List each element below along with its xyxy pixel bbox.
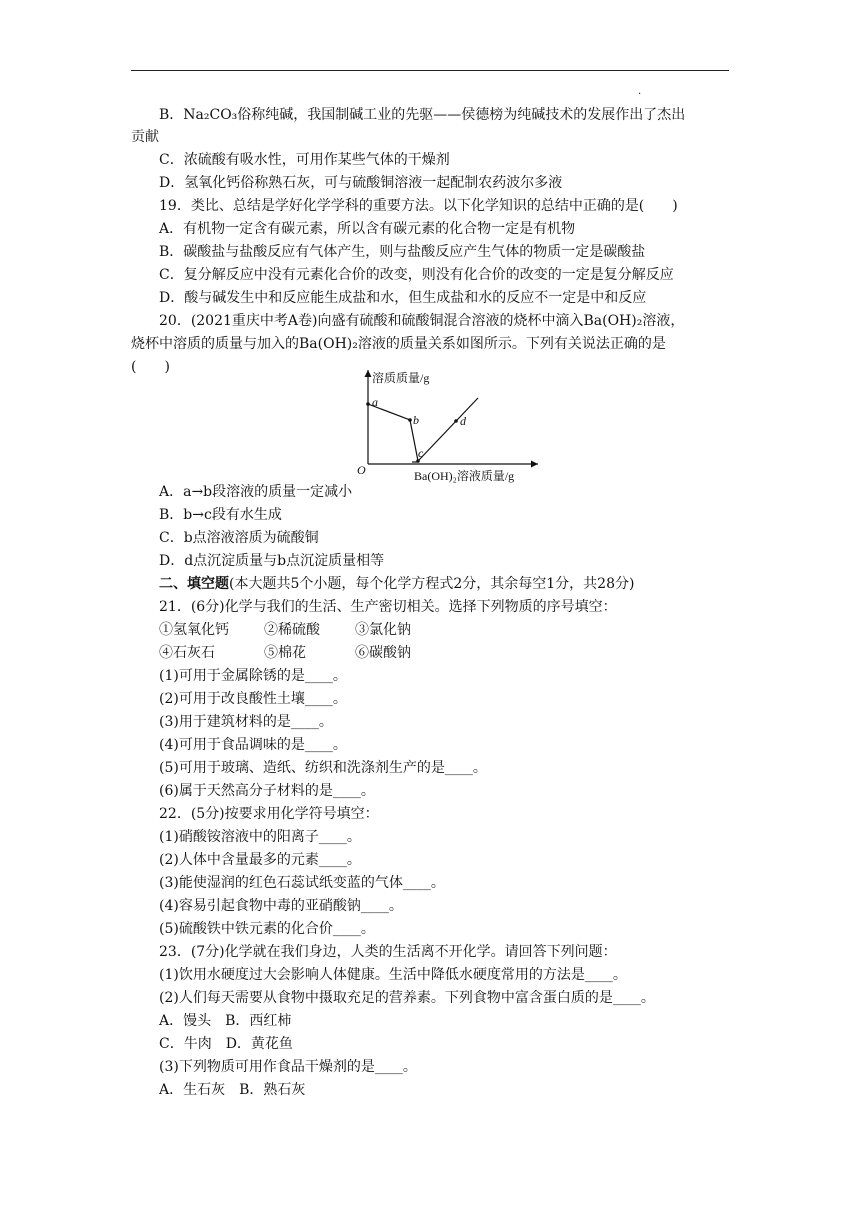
q20-stem-line3: ( ): [131, 359, 170, 375]
q22-item-2: (2)人体中含量最多的元素____。: [159, 852, 361, 868]
q22-item-4: (4)容易引起食物中毒的亚硝酸钠____。: [159, 898, 403, 914]
point-a-label: a: [372, 395, 378, 409]
q23-part-2-options-1: A．馒头 B．西红柿: [159, 1013, 292, 1029]
q18-option-b-line1: B．Na₂CO₃俗称纯碱，我国制碱工业的先驱——侯德榜为纯碱技术的发展作出了杰出: [159, 107, 686, 123]
q21-item-4: (4)可用于食品调味的是____。: [159, 737, 347, 753]
q21-option-5: ⑤棉花: [264, 645, 306, 661]
q19-option-c: C．复分解反应中没有元素化合价的改变，则没有化合价的改变的一定是复分解反应: [159, 267, 674, 283]
q21-options-row2: [159, 642, 411, 664]
q21-item-5: (5)可用于玻璃、造纸、纺织和洗涤剂生产的是____。: [159, 760, 487, 776]
curve-a-b-c: [368, 404, 418, 461]
q20-stem-line2: 烧杯中溶质的质量与加入的Ba(OH)₂溶液的质量关系如图所示。下列有关说法正确的是: [131, 336, 666, 352]
q18-option-b-line2: 贡献: [131, 129, 159, 145]
q22-item-1: (1)硝酸铵溶液中的阳离子____。: [159, 829, 361, 845]
q18-option-d: D．氢氧化钙俗称熟石灰，可与硫酸铜溶液一起配制农药波尔多液: [159, 175, 563, 191]
x-axis-label: Ba(OH)₂溶液质量/g: [414, 469, 515, 483]
q22-stem: 22．(5分)按要求用化学符号填空：: [159, 806, 379, 822]
q21-options-row1: [159, 619, 411, 641]
header-dot: .: [638, 86, 642, 97]
q21-option-1: ①氢氧化钙: [159, 622, 229, 638]
q20-option-d: D．d点沉淀质量与b点沉淀质量相等: [159, 553, 385, 569]
q22-item-3: (3)能使湿润的红色石蕊试纸变蓝的气体____。: [159, 875, 445, 891]
point-b-label: b: [413, 413, 419, 427]
section2-heading: [159, 573, 634, 595]
q19-option-a: A．有机物一定含有碳元素，所以含有碳元素的化合物一定是有机物: [159, 221, 576, 237]
q21-option-2: ②稀硫酸: [264, 622, 320, 638]
header-rule: [131, 70, 729, 71]
q23-part-2-options-2: C．牛肉 D．黄花鱼: [159, 1036, 293, 1052]
q20-stem-line1: 20．(2021重庆中考A卷)向盛有硫酸和硫酸铜混合溶液的烧杯中滴入Ba(OH)₂溶液，: [159, 313, 685, 329]
q23-part-3-options-1: A．生石灰 B．熟石灰: [159, 1082, 306, 1098]
q20-option-c: C．b点溶液溶质为硫酸铜: [159, 530, 319, 546]
q19-option-b: B．碳酸盐与盐酸反应有气体产生，则与盐酸反应产生气体的物质一定是碳酸盐: [159, 244, 646, 260]
q21-option-6: ⑥碳酸钠: [355, 645, 411, 661]
q23-part-3: (3)下列物质可用作食品干燥剂的是____。: [159, 1059, 417, 1075]
point-d: [454, 419, 458, 423]
q22-item-5: (5)硫酸铁中铁元素的化合价____。: [159, 921, 375, 937]
q21-stem: 21．(6分)化学与我们的生活、生产密切相关。选择下列物质的序号填空：: [159, 599, 617, 615]
q21-item-3: (3)用于建筑材料的是____。: [159, 714, 333, 730]
point-a: [366, 402, 370, 406]
point-b: [408, 418, 412, 422]
q23-part-2: (2)人们每天需要从食物中摄取充足的营养素。下列食物中富含蛋白质的是____。: [159, 990, 655, 1006]
q19-option-d: D．酸与碱发生中和反应能生成盐和水，但生成盐和水的反应不一定是中和反应: [159, 290, 647, 306]
q19-stem: 19．类比、总结是学好化学学科的重要方法。以下化学知识的总结中正确的是( ): [159, 198, 678, 214]
q23-stem: 23．(7分)化学就在我们身边，人类的生活离不开化学。请回答下列问题：: [159, 944, 617, 960]
curve-c-d: [418, 398, 478, 461]
q21-item-2: (2)可用于改良酸性土壤____。: [159, 691, 347, 707]
point-c-label: c: [418, 446, 424, 460]
point-d-label: d: [460, 414, 466, 428]
y-axis-label: 溶质质量/g: [372, 371, 430, 385]
q20-graph: [352, 368, 542, 486]
q21-option-3: ③氯化钠: [355, 622, 411, 638]
q23-part-1: (1)饮用水硬度过大会影响人体健康。生活中降低水硬度常用的方法是____。: [159, 967, 627, 983]
q21-option-4: ④石灰石: [159, 645, 215, 661]
section2-title: 二、填空题: [159, 576, 229, 592]
q21-item-6: (6)属于天然高分子材料的是____。: [159, 783, 375, 799]
q21-item-1: (1)可用于金属除锈的是____。: [159, 668, 347, 684]
q20-option-a: A．a→b段溶液的质量一定减小: [159, 484, 353, 500]
q18-option-c: C．浓硫酸有吸水性，可用作某些气体的干燥剂: [159, 152, 450, 168]
q20-option-b: B．b→c段有水生成: [159, 507, 282, 523]
section2-note: (本大题共5个小题，每个化学方程式2分，其余每空1分，共28分): [229, 576, 635, 592]
origin-label: O: [357, 463, 366, 477]
